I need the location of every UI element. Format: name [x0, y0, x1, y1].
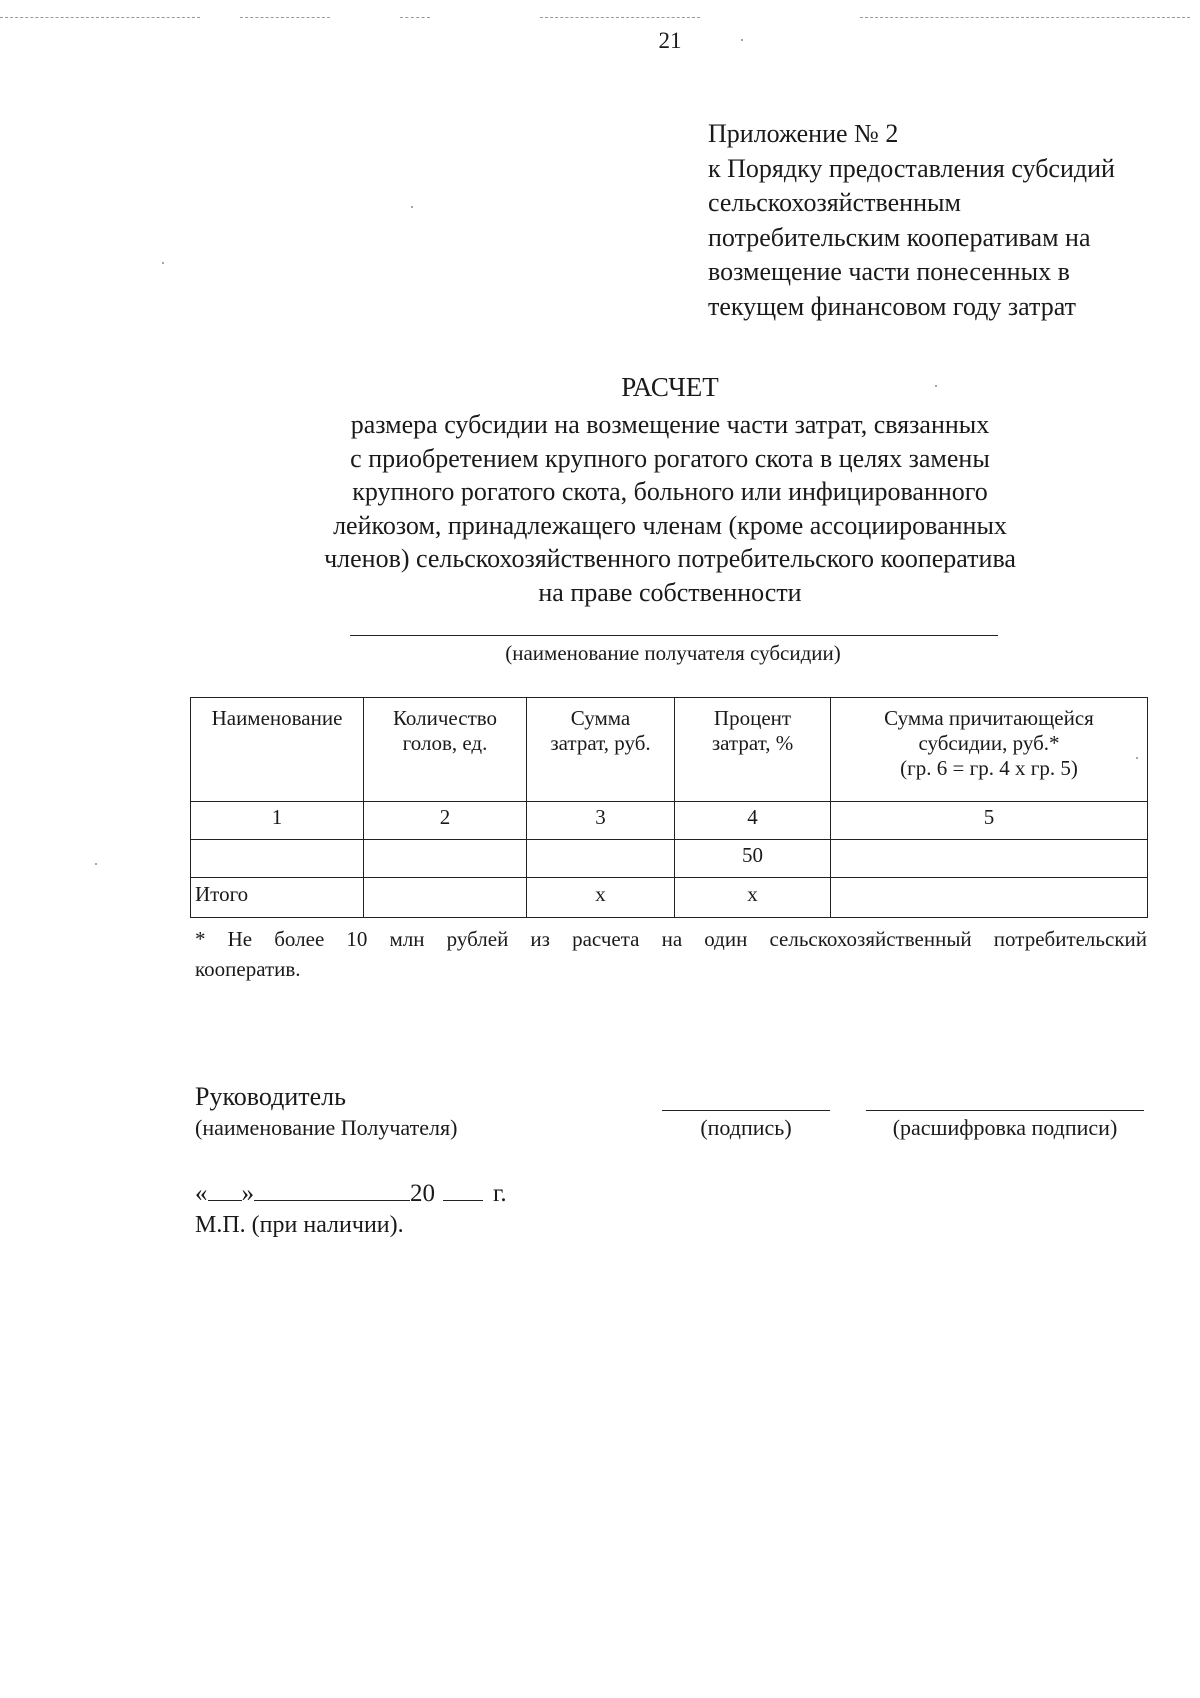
year-suffix: г.: [493, 1180, 507, 1207]
date-close-quote: »: [241, 1180, 254, 1207]
subtitle-line: с приобретением крупного рогатого скота в целях замены: [350, 443, 990, 473]
head-caption: (наименование Получателя): [195, 1115, 458, 1140]
month-blank: [254, 1178, 410, 1201]
appendix-line: Приложение № 2: [708, 119, 899, 148]
table-cell: x: [675, 878, 831, 918]
table-cell: 1: [191, 802, 364, 840]
table-cell: 2: [364, 802, 527, 840]
appendix-line: сельскохозяйственным: [708, 188, 961, 217]
table-cell: 4: [675, 802, 831, 840]
date-field: [195, 1178, 507, 1208]
table-cell: [527, 840, 675, 878]
recipient-name-line: [350, 635, 998, 636]
appendix-header: [708, 117, 1178, 324]
table-header-cell: Количество голов, ед.: [364, 698, 527, 802]
recipient-caption: (наименование получателя субсидии): [505, 641, 841, 665]
head-label: Руководитель: [195, 1082, 346, 1111]
scan-artifact: [540, 17, 700, 18]
footnote-line: * Не более 10 млн рублей из расчета на один сельскохозяйственный потребительский: [195, 927, 1147, 951]
footnote: [195, 924, 1147, 984]
table-cell: [364, 840, 527, 878]
table-cell: [831, 878, 1148, 918]
appendix-line: потребительским кооперативам на: [708, 222, 1091, 252]
table-cell: [191, 840, 364, 878]
table-header-cell: Процент затрат, %: [675, 698, 831, 802]
scan-speck: [95, 863, 97, 865]
table-header-cell: Сумма затрат, руб.: [527, 698, 675, 802]
signature-decode-line: [866, 1110, 1144, 1111]
table-cell: 5: [831, 802, 1148, 840]
signature-line: [662, 1110, 830, 1111]
date-open-quote: «: [195, 1180, 208, 1207]
subtitle-line: на праве собственности: [538, 577, 802, 607]
table-header-cell: Наименование: [191, 698, 364, 802]
document-title: РАСЧЕТ: [621, 372, 719, 402]
table-cell: [831, 840, 1148, 878]
appendix-line: возмещение части понесенных в: [708, 257, 1070, 286]
year-blank: [443, 1178, 483, 1201]
document-subtitle: [0, 408, 1200, 609]
subtitle-line: лейкозом, принадлежащего членам (кроме ассоциированных: [333, 510, 1007, 540]
table-row: [191, 840, 1148, 878]
footnote-line: кооператив.: [195, 957, 301, 981]
table-row-column-numbers: [191, 802, 1148, 840]
day-blank: [208, 1178, 242, 1201]
table-header-cell: Сумма причитающейся субсидии, руб.* (гр. 6 = гр. 4 х гр. 5): [831, 698, 1148, 802]
table-cell: 3: [527, 802, 675, 840]
footnote-rule: [195, 917, 360, 918]
scan-speck: [162, 262, 164, 264]
signature-decode-caption: (расшифровка подписи): [892, 1115, 1118, 1140]
table-cell: Итого: [191, 878, 364, 918]
signature-caption: (подпись): [700, 1115, 792, 1140]
table-row-total: [191, 878, 1148, 918]
scan-artifact: [240, 17, 330, 18]
appendix-line: к Порядку предоставления субсидий: [708, 153, 1115, 183]
table-cell: [364, 878, 527, 918]
calculation-table: [190, 697, 1148, 918]
table-header-row: [191, 698, 1148, 802]
scan-speck: [411, 206, 413, 208]
table-cell: 50: [675, 840, 831, 878]
scan-artifact: [860, 17, 1190, 18]
table-cell: x: [527, 878, 675, 918]
subtitle-line: крупного рогатого скота, больного или инфицированного: [352, 477, 988, 506]
page-number: 21: [658, 28, 682, 53]
year-prefix: 20: [410, 1180, 435, 1207]
subtitle-line: членов) сельскохозяйственного потребительского кооператива: [324, 544, 1016, 573]
scan-artifact: [0, 17, 200, 18]
subtitle-line: размера субсидии на возмещение части затрат, связанных: [350, 410, 990, 439]
appendix-line: текущем финансовом году затрат: [708, 291, 1076, 321]
scan-artifact: [400, 17, 430, 18]
seal-note: М.П. (при наличии).: [195, 1212, 404, 1238]
